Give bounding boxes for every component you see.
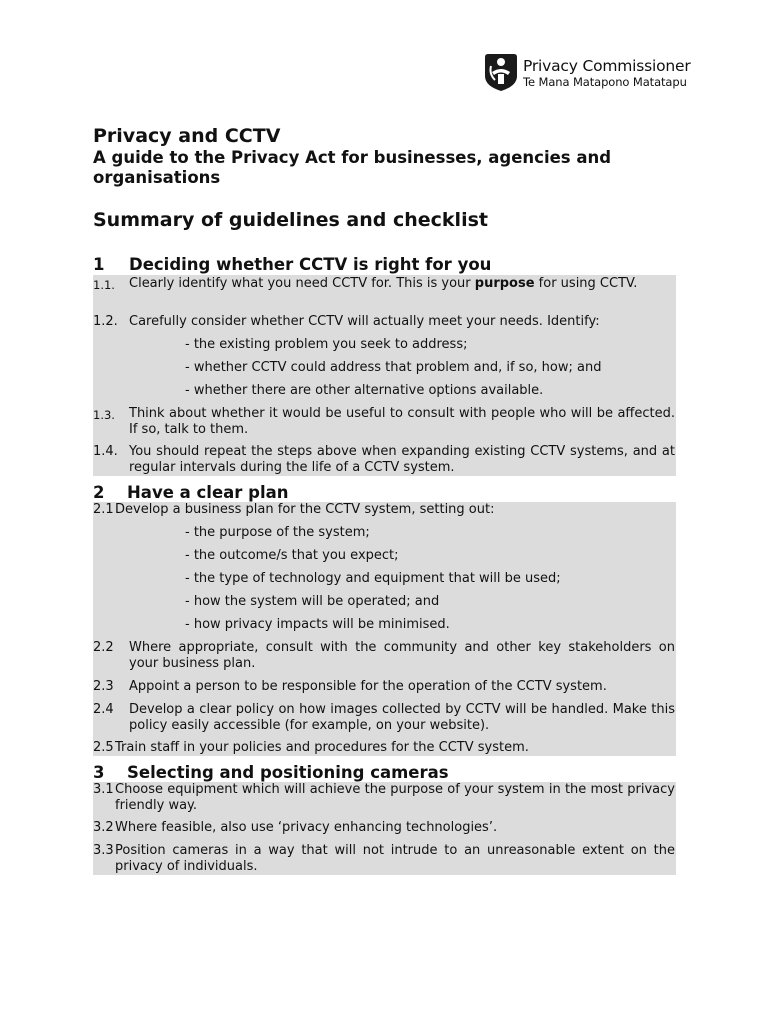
- section-3-heading: [93, 763, 449, 782]
- item-number: 1.4.: [93, 444, 118, 459]
- item-text: Position cameras in a way that will not intrude to an unreasonable extent on the privacy of individuals.: [115, 843, 675, 874]
- logo-name: Privacy Commissioner: [523, 57, 691, 75]
- item-text: Think about whether it would be useful to consult with people who will be affected. If so, talk to them.: [129, 406, 675, 437]
- item-number: 3.3: [93, 843, 114, 858]
- bullet-item: - how privacy impacts will be minimised.: [185, 617, 450, 632]
- item-number: 2.1: [93, 502, 114, 517]
- bullet-item: - the outcome/s that you expect;: [185, 548, 399, 563]
- purpose-keyword: purpose: [474, 276, 535, 291]
- bullet-item: - the existing problem you seek to address;: [185, 337, 468, 352]
- item-text: Choose equipment which will achieve the purpose of your system in the most privacy friendly way.: [115, 782, 675, 813]
- bullet-item: - the type of technology and equipment that will be used;: [185, 571, 561, 586]
- section-3-checklist: [93, 782, 676, 875]
- item-number: 2.3: [93, 679, 114, 694]
- section-2-heading: [93, 483, 289, 502]
- bullet-item: - the purpose of the system;: [185, 525, 370, 540]
- item-text: Where appropriate, consult with the community and other key stakeholders on your business plan.: [129, 640, 675, 671]
- item-number: 1.3.: [93, 408, 115, 422]
- section-title: Selecting and positioning cameras: [127, 763, 449, 782]
- item-number: 1.2.: [93, 314, 118, 329]
- checklist-item: [93, 276, 676, 310]
- item-text: Develop a clear policy on how images collected by CCTV will be handled. Make this policy easily accessible (for example, on your website).: [129, 702, 675, 733]
- item-text: Train staff in your policies and procedures for the CCTV system.: [115, 740, 529, 755]
- item-text: Develop a business plan for the CCTV system, setting out:: [115, 502, 495, 517]
- section-title: Have a clear plan: [127, 483, 289, 502]
- item-number: 1.1.: [93, 278, 115, 292]
- bullet-item: - how the system will be operated; and: [185, 594, 440, 609]
- item-text: Appoint a person to be responsible for the operation of the CCTV system.: [129, 679, 607, 694]
- section-number: 1: [93, 255, 105, 274]
- section-number: 2: [93, 483, 105, 502]
- section-number: 3: [93, 763, 105, 782]
- section-title: Deciding whether CCTV is right for you: [129, 255, 492, 274]
- section-2-checklist: [93, 502, 676, 756]
- item-text: You should repeat the steps above when expanding existing CCTV systems, and at regular intervals during the life of a CCTV system.: [129, 444, 675, 475]
- item-text: Carefully consider whether CCTV will actually meet your needs. Identify:: [129, 314, 600, 329]
- item-number: 2.4: [93, 702, 114, 717]
- item-number: 2.2: [93, 640, 114, 655]
- section-1-checklist: [93, 275, 676, 476]
- bullet-item: - whether there are other alternative options available.: [185, 383, 544, 398]
- logo-subtitle: Te Mana Matapono Matatapu: [523, 75, 687, 89]
- item-number: 3.1: [93, 782, 114, 797]
- privacy-commissioner-emblem-icon: [484, 52, 518, 92]
- summary-heading: Summary of guidelines and checklist: [93, 209, 488, 231]
- document-title: Privacy and CCTV: [93, 125, 281, 147]
- document-subtitle: A guide to the Privacy Act for businesses, agencies and organisations: [93, 148, 612, 187]
- item-number: 3.2: [93, 820, 114, 835]
- section-1-heading: [93, 255, 491, 274]
- bullet-item: - whether CCTV could address that problem and, if so, how; and: [185, 360, 602, 375]
- item-number: 2.5: [93, 740, 114, 755]
- item-text: Clearly identify what you need CCTV for. This is your purpose for using CCTV.: [129, 276, 638, 291]
- privacy-commissioner-logo: [484, 52, 691, 96]
- item-text: Where feasible, also use ‘privacy enhancing technologies’.: [115, 820, 498, 835]
